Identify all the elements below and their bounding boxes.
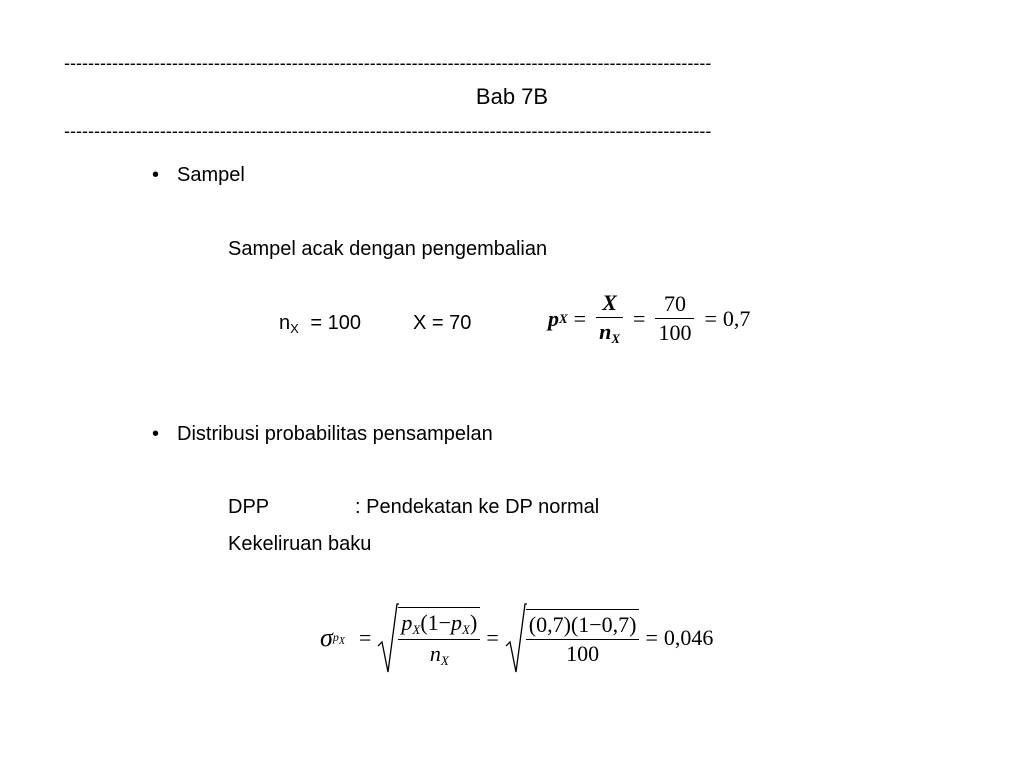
page-title: Bab 7B (475, 84, 549, 109)
n-subscript: X (290, 321, 299, 336)
numeric-denominator: 100 (655, 318, 694, 346)
success-count-x: X = 70 (413, 312, 472, 334)
equals-sign: = (633, 305, 646, 331)
equals-sign: = (645, 625, 658, 650)
heading-sampel: Sampel (177, 164, 245, 186)
sigma-symbol: σ (320, 623, 333, 652)
equals-sign: = (704, 305, 717, 331)
sqrt-symbolic (377, 602, 480, 674)
fraction-denominator: n (599, 319, 612, 344)
numeric-se-denominator: 100 (526, 639, 640, 667)
standard-error-formula (320, 602, 713, 674)
proportion-formula (548, 290, 750, 347)
numeric-numerator: 70 (663, 291, 686, 316)
fraction-numeric (655, 291, 694, 346)
top-dashed-rule: ------------------------------------------------------------------------------------------------------------ (64, 53, 712, 73)
dpp-label: DPP (228, 496, 270, 518)
px-subscript: X (559, 310, 568, 326)
numeric-se-numerator: (0,7)(1−0,7) (528, 612, 637, 637)
dpp-value: : Pendekatan ke DP normal (355, 496, 600, 518)
bullet-sampel: • (152, 164, 160, 186)
bullet-distribusi: • (152, 423, 160, 445)
sigma-subscript: $p_X$ (332, 629, 345, 647)
proportion-result: 0,7 (722, 305, 751, 331)
sample-size-n (279, 311, 361, 341)
fraction-numerator: X (602, 290, 617, 315)
standard-error-result: 0,046 (663, 625, 714, 650)
sqrt-numeric (505, 602, 640, 674)
symbolic-denominator: $n_X$ (398, 639, 480, 669)
fraction-numeric-se (526, 612, 640, 667)
symbolic-numerator: $p_X(1-p_X)$ (401, 610, 478, 637)
radical-sign (505, 602, 527, 674)
heading-distribusi: Distribusi probabilitas pensampelan (177, 423, 493, 445)
standard-error-label: Kekeliruan baku (228, 533, 372, 555)
denominator-subscript: X (611, 331, 621, 346)
n-symbol: n (279, 312, 291, 334)
sampling-method-text: Sampel acak dengan pengembalian (228, 238, 548, 260)
equals-sign: = (486, 625, 499, 650)
radical-sign (377, 602, 399, 674)
equals-sign: = (573, 305, 587, 331)
px-symbol: p (548, 305, 559, 331)
fraction-symbolic (398, 610, 480, 669)
n-value: = 100 (310, 312, 361, 334)
fraction-x-over-n (596, 290, 623, 347)
equals-sign: = (358, 625, 372, 650)
bottom-dashed-rule: ------------------------------------------------------------------------------------------------------------ (64, 121, 712, 141)
